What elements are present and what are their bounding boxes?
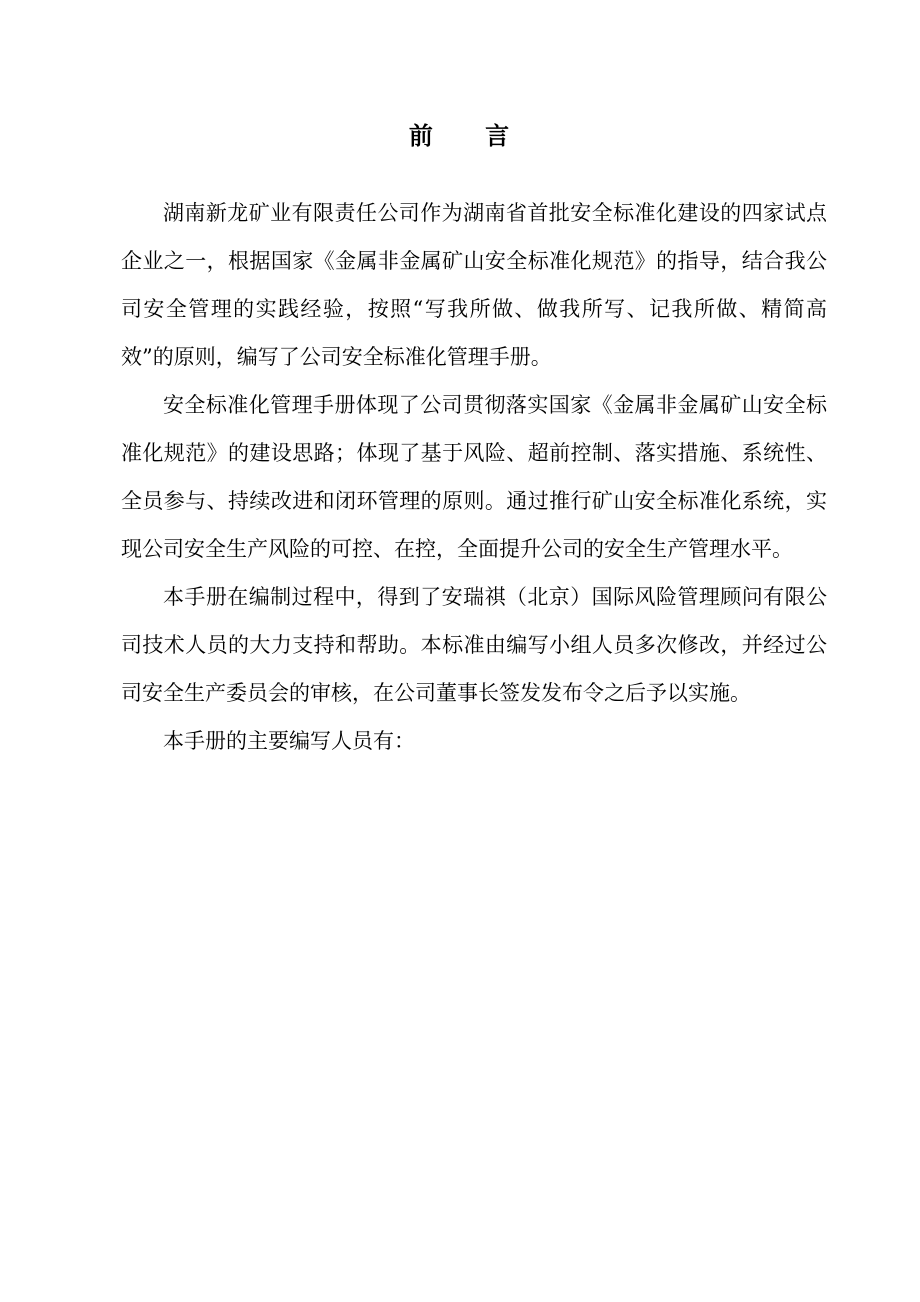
page-title: 前 言 <box>408 121 532 150</box>
body-text <box>121 189 827 765</box>
paragraph-authors: 本手册的主要编写人员有： <box>163 729 415 753</box>
paragraph-manual-purpose: 安全标准化管理手册体现了公司贯彻落实国家《金属非金属矿山安全标准化规范》的建设思路；体现了基于风险、超前控制、落实措施、系统性、全员参与、持续改进和闭环管理的原则。通过推行矿山安全标准化系统，实现公司安全生产风险的可控、在控，全面提升公司的安全生产管理水平。 <box>121 393 827 561</box>
paragraph-acknowledgement: 本手册在编制过程中，得到了安瑞祺（北京）国际风险管理顾问有限公司技术人员的大力支持和帮助。本标准由编写小组人员多次修改，并经过公司安全生产委员会的审核，在公司董事长签发发布令之后予以实施。 <box>121 585 827 705</box>
paragraph-intro: 湖南新龙矿业有限责任公司作为湖南省首批安全标准化建设的四家试点企业之一，根据国家《金属非金属矿山安全标准化规范》的指导，结合我公司安全管理的实践经验，按照“写我所做、做我所写、记我所做、精简高效”的原则，编写了公司安全标准化管理手册。 <box>121 201 827 369</box>
